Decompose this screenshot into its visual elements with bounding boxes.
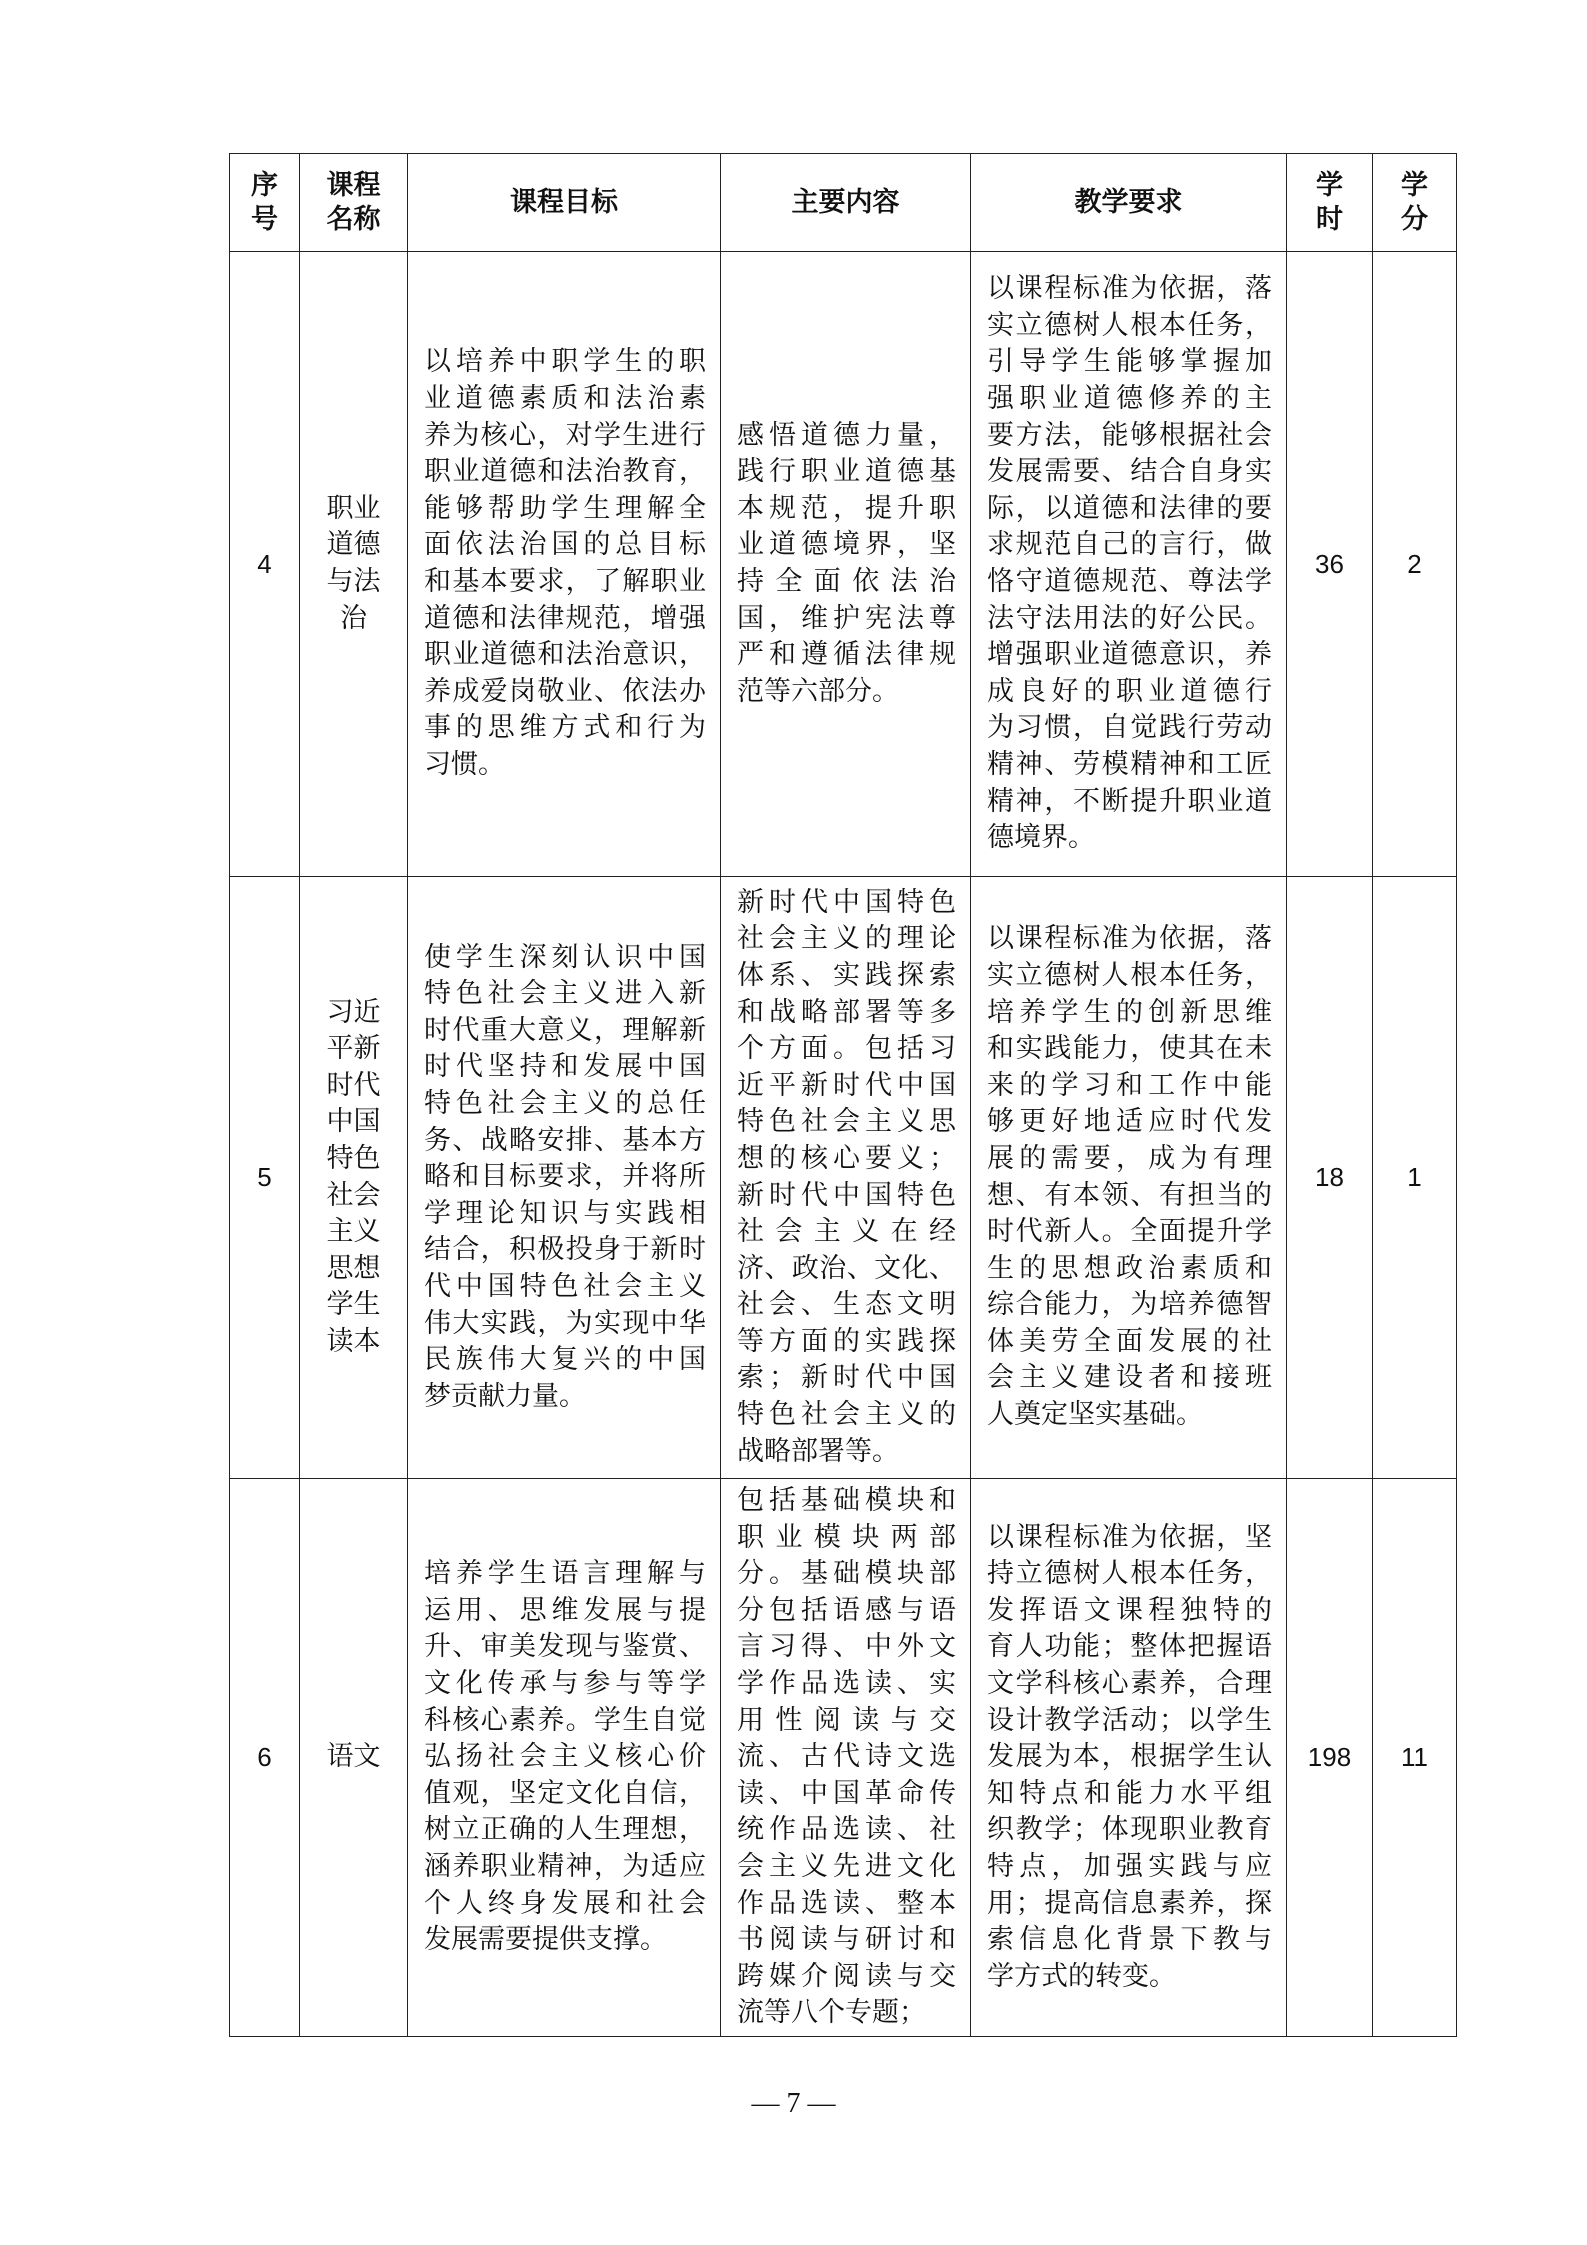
text-line: 职业 xyxy=(326,492,381,524)
text-line: 新时代中国特色 xyxy=(737,886,956,918)
text-line: 求规范自己的言行，做 xyxy=(987,529,1272,561)
text-line: 培养学生的创新思维 xyxy=(987,996,1272,1028)
text-line: 使学生深刻认识中国 xyxy=(424,941,706,973)
text-line: 社会主义的理论 xyxy=(737,923,956,955)
text-line: 范等六部分。 xyxy=(737,675,899,707)
table-header-row xyxy=(230,154,1457,252)
text-line: 流等八个专题； xyxy=(737,1997,926,2029)
text-line: 业道德素质和法治素 xyxy=(424,383,706,415)
text-line: 涵养职业精神，为适应 xyxy=(424,1850,706,1882)
text-line: 时代坚持和发展中国 xyxy=(424,1051,706,1083)
text-line: 体系、实践探索 xyxy=(737,959,956,991)
text-line: 体美劳全面发展的社 xyxy=(987,1325,1272,1357)
main-content xyxy=(721,1479,971,2037)
text-line: 序 xyxy=(251,169,278,201)
main-content xyxy=(721,877,971,1479)
text-line: 中国 xyxy=(326,1106,381,1138)
text-line: 弘扬社会主义核心价 xyxy=(424,1741,706,1773)
text-line: 持立德树人根本任务， xyxy=(987,1558,1272,1590)
text-line: 课程目标 xyxy=(510,186,618,218)
text-line: 发展需要提供支撑。 xyxy=(424,1924,667,1956)
text-line: 学理论知识与实践相 xyxy=(424,1197,706,1229)
course-goal xyxy=(408,1479,721,2037)
text-line: 特色社会主义的总任 xyxy=(424,1088,706,1120)
text-line: 际，以道德和法律的要 xyxy=(987,492,1272,524)
text-line: 生的思想政治素质和 xyxy=(987,1252,1272,1284)
hours: 198 xyxy=(1287,1479,1373,2037)
text-line: 读本 xyxy=(326,1325,381,1357)
text-line: 分 xyxy=(1401,203,1428,235)
text-line: 够更好地适应时代发 xyxy=(987,1106,1272,1138)
text-line: 严和遵循法律规 xyxy=(737,639,956,671)
text-line: 分。基础模块部 xyxy=(737,1558,956,1590)
text-line: 分包括语感与语 xyxy=(737,1594,956,1626)
text-line: 知特点和能力水平组 xyxy=(987,1777,1272,1809)
text-line: 和实践能力，使其在未 xyxy=(987,1033,1272,1065)
table-row xyxy=(230,252,1457,877)
text-line: 特点，加强实践与应 xyxy=(987,1850,1272,1882)
text-line: 结合，积极投身于新时 xyxy=(424,1234,706,1266)
text-line: 培养学生语言理解与 xyxy=(424,1558,706,1590)
text-line: 恪守道德规范、尊法学 xyxy=(987,566,1272,597)
text-line: 文化传承与参与等学 xyxy=(424,1668,706,1700)
text-line: 课程 xyxy=(326,169,381,201)
text-line: 流、古代诗文选 xyxy=(737,1741,956,1773)
text-line: 会主义先进文化 xyxy=(737,1850,956,1882)
curriculum-table xyxy=(229,153,1457,2037)
text-line: 习近 xyxy=(326,996,381,1028)
text-line: 主要内容 xyxy=(791,186,900,218)
text-line: 等方面的实践探 xyxy=(737,1325,956,1357)
text-line: 职业道德和法治教育， xyxy=(424,456,706,488)
text-line: 值观，坚定文化自信， xyxy=(424,1777,706,1809)
text-line: 时代重大意义，理解新 xyxy=(424,1014,706,1046)
text-line: 科核心素养。学生自觉 xyxy=(424,1704,706,1736)
course-name xyxy=(300,252,408,877)
text-line: 代中国特色社会主义 xyxy=(424,1270,706,1302)
table-row xyxy=(230,877,1457,1479)
text-line: 社会 xyxy=(326,1179,381,1211)
text-line: 实立德树人根本任务， xyxy=(987,959,1272,991)
course-name xyxy=(300,877,408,1479)
text-line: 会主义建设者和接班 xyxy=(987,1362,1272,1394)
text-line: 时 xyxy=(1316,203,1343,235)
text-line: 务、战略安排、基本方 xyxy=(424,1124,706,1156)
text-line: 特色社会主义的 xyxy=(737,1399,956,1431)
text-line: 济、政治、文化、 xyxy=(737,1252,956,1284)
text-line: 书阅读与研讨和 xyxy=(737,1924,956,1956)
text-line: 学方式的转变。 xyxy=(987,1960,1176,1992)
course-goal xyxy=(408,252,721,877)
row-no: 4 xyxy=(230,252,300,877)
text-line: 法守法用法的好公民。 xyxy=(987,602,1272,634)
text-line: 能够帮助学生理解全 xyxy=(424,492,706,524)
credits: 11 xyxy=(1373,1479,1457,2037)
text-line: 特色社会主义思 xyxy=(737,1106,956,1138)
hours: 36 xyxy=(1287,252,1373,877)
text-line: 读、中国革命传 xyxy=(737,1777,956,1809)
text-line: 号 xyxy=(251,203,278,235)
text-line: 养成爱岗敬业、依法办 xyxy=(424,675,706,707)
text-line: 治 xyxy=(340,602,367,634)
text-line: 人奠定坚实基础。 xyxy=(987,1399,1203,1431)
text-line: 学 xyxy=(1316,169,1343,201)
text-line: 引导学生能够掌握加 xyxy=(987,346,1272,378)
header-credits xyxy=(1373,154,1457,252)
text-line: 国，维护宪法尊 xyxy=(737,602,956,634)
text-line: 强职业道德修养的主 xyxy=(987,383,1272,415)
text-line: 为习惯，自觉践行劳动 xyxy=(987,712,1272,744)
text-line: 以课程标准为依据，落 xyxy=(987,923,1272,955)
text-line: 增强职业道德意识，养 xyxy=(987,639,1272,671)
course-goal xyxy=(408,877,721,1479)
text-line: 习惯。 xyxy=(424,748,505,780)
text-line: 索；新时代中国 xyxy=(737,1362,956,1394)
teaching-requirement xyxy=(971,1479,1287,2037)
text-line: 职业道德和法治意识， xyxy=(424,639,706,671)
header-course-name xyxy=(300,154,408,252)
hours: 18 xyxy=(1287,877,1373,1479)
text-line: 和基本要求，了解职业 xyxy=(424,566,706,597)
table-row xyxy=(230,1479,1457,2037)
text-line: 文学科核心素养，合理 xyxy=(987,1668,1272,1700)
text-line: 展的需要，成为有理 xyxy=(987,1142,1272,1174)
credits: 1 xyxy=(1373,877,1457,1479)
course-name xyxy=(300,1479,408,2037)
text-line: 作品选读、整本 xyxy=(737,1887,956,1919)
header-course-goal xyxy=(408,154,721,252)
text-line: 成良好的职业道德行 xyxy=(987,675,1272,707)
text-line: 事的思维方式和行为 xyxy=(424,712,706,744)
text-line: 育人功能；整体把握语 xyxy=(987,1631,1272,1663)
text-line: 升、审美发现与鉴赏、 xyxy=(424,1631,706,1663)
text-line: 织教学；体现职业教育 xyxy=(987,1814,1272,1846)
text-line: 统作品选读、社 xyxy=(737,1814,956,1846)
header-main-content xyxy=(721,154,971,252)
text-line: 语文 xyxy=(326,1741,381,1773)
text-line: 道德 xyxy=(326,529,381,561)
text-line: 践行职业道德基 xyxy=(737,456,956,488)
text-line: 想的核心要义； xyxy=(737,1142,956,1174)
text-line: 养为核心，对学生进行 xyxy=(424,419,706,451)
text-line: 伟大实践，为实现中华 xyxy=(424,1307,706,1339)
text-line: 以培养中职学生的职 xyxy=(424,346,706,378)
text-line: 用性阅读与交 xyxy=(737,1704,956,1736)
header-teaching-requirement xyxy=(971,154,1287,252)
text-line: 精神、劳模精神和工匠 xyxy=(987,748,1272,780)
text-line: 包括基础模块和 xyxy=(737,1485,956,1517)
text-line: 想、有本领、有担当的 xyxy=(987,1179,1272,1211)
row-no: 6 xyxy=(230,1479,300,2037)
text-line: 梦贡献力量。 xyxy=(424,1380,586,1412)
main-content xyxy=(721,252,971,877)
text-line: 近平新时代中国 xyxy=(737,1069,956,1101)
text-line: 持全面依法治 xyxy=(737,566,956,597)
text-line: 战略部署等。 xyxy=(737,1435,899,1467)
text-line: 教学要求 xyxy=(1074,186,1183,218)
text-line: 职业模块两部 xyxy=(737,1521,956,1553)
text-line: 略和目标要求，并将所 xyxy=(424,1161,706,1193)
text-line: 主义 xyxy=(326,1216,381,1248)
text-line: 树立正确的人生理想， xyxy=(424,1814,706,1846)
text-line: 平新 xyxy=(326,1033,381,1065)
text-line: 社会主义在经 xyxy=(737,1216,956,1248)
text-line: 道德和法律规范，增强 xyxy=(424,602,706,634)
text-line: 本规范，提升职 xyxy=(737,492,956,524)
text-line: 时代新人。全面提升学 xyxy=(987,1216,1272,1248)
text-line: 来的学习和工作中能 xyxy=(987,1069,1272,1101)
page-number: — 7 — xyxy=(751,2088,836,2119)
text-line: 思想 xyxy=(326,1252,381,1284)
text-line: 学作品选读、实 xyxy=(737,1668,956,1700)
credits: 2 xyxy=(1373,252,1457,877)
teaching-requirement xyxy=(971,877,1287,1479)
text-line: 特色 xyxy=(326,1142,381,1174)
text-line: 言习得、中外文 xyxy=(737,1631,956,1663)
text-line: 名称 xyxy=(326,203,381,235)
text-line: 以课程标准为依据，落 xyxy=(987,273,1272,305)
row-no: 5 xyxy=(230,877,300,1479)
text-line: 和战略部署等多 xyxy=(737,996,956,1028)
text-line: 个方面。包括习 xyxy=(737,1033,956,1065)
text-line: 个人终身发展和社会 xyxy=(424,1887,706,1919)
header-hours xyxy=(1287,154,1373,252)
text-line: 感悟道德力量， xyxy=(737,419,956,451)
text-line: 实立德树人根本任务， xyxy=(987,309,1272,341)
text-line: 跨媒介阅读与交 xyxy=(737,1960,956,1992)
text-line: 与法 xyxy=(326,566,381,597)
text-line: 学 xyxy=(1401,169,1428,201)
text-line: 索信息化背景下教与 xyxy=(987,1924,1272,1956)
text-line: 运用、思维发展与提 xyxy=(424,1594,706,1626)
text-line: 以课程标准为依据，坚 xyxy=(987,1521,1272,1553)
text-line: 民族伟大复兴的中国 xyxy=(424,1344,706,1376)
text-line: 要方法，能够根据社会 xyxy=(987,419,1272,451)
text-line: 业道德境界，坚 xyxy=(737,529,956,561)
text-line: 发挥语文课程独特的 xyxy=(987,1594,1272,1626)
text-line: 设计教学活动；以学生 xyxy=(987,1704,1272,1736)
text-line: 用；提高信息素养，探 xyxy=(987,1887,1272,1919)
text-line: 特色社会主义进入新 xyxy=(424,978,706,1010)
text-line: 发展为本，根据学生认 xyxy=(987,1741,1272,1773)
text-line: 时代 xyxy=(326,1069,381,1101)
teaching-requirement xyxy=(971,252,1287,877)
text-line: 社会、生态文明 xyxy=(737,1289,956,1321)
text-line: 德境界。 xyxy=(987,822,1095,854)
text-line: 精神，不断提升职业道 xyxy=(987,785,1272,817)
header-no xyxy=(230,154,300,252)
text-line: 面依法治国的总目标 xyxy=(424,529,706,561)
text-line: 学生 xyxy=(326,1289,381,1321)
text-line: 发展需要、结合自身实 xyxy=(987,456,1272,488)
text-line: 新时代中国特色 xyxy=(737,1179,956,1211)
text-line: 综合能力，为培养德智 xyxy=(987,1289,1272,1321)
